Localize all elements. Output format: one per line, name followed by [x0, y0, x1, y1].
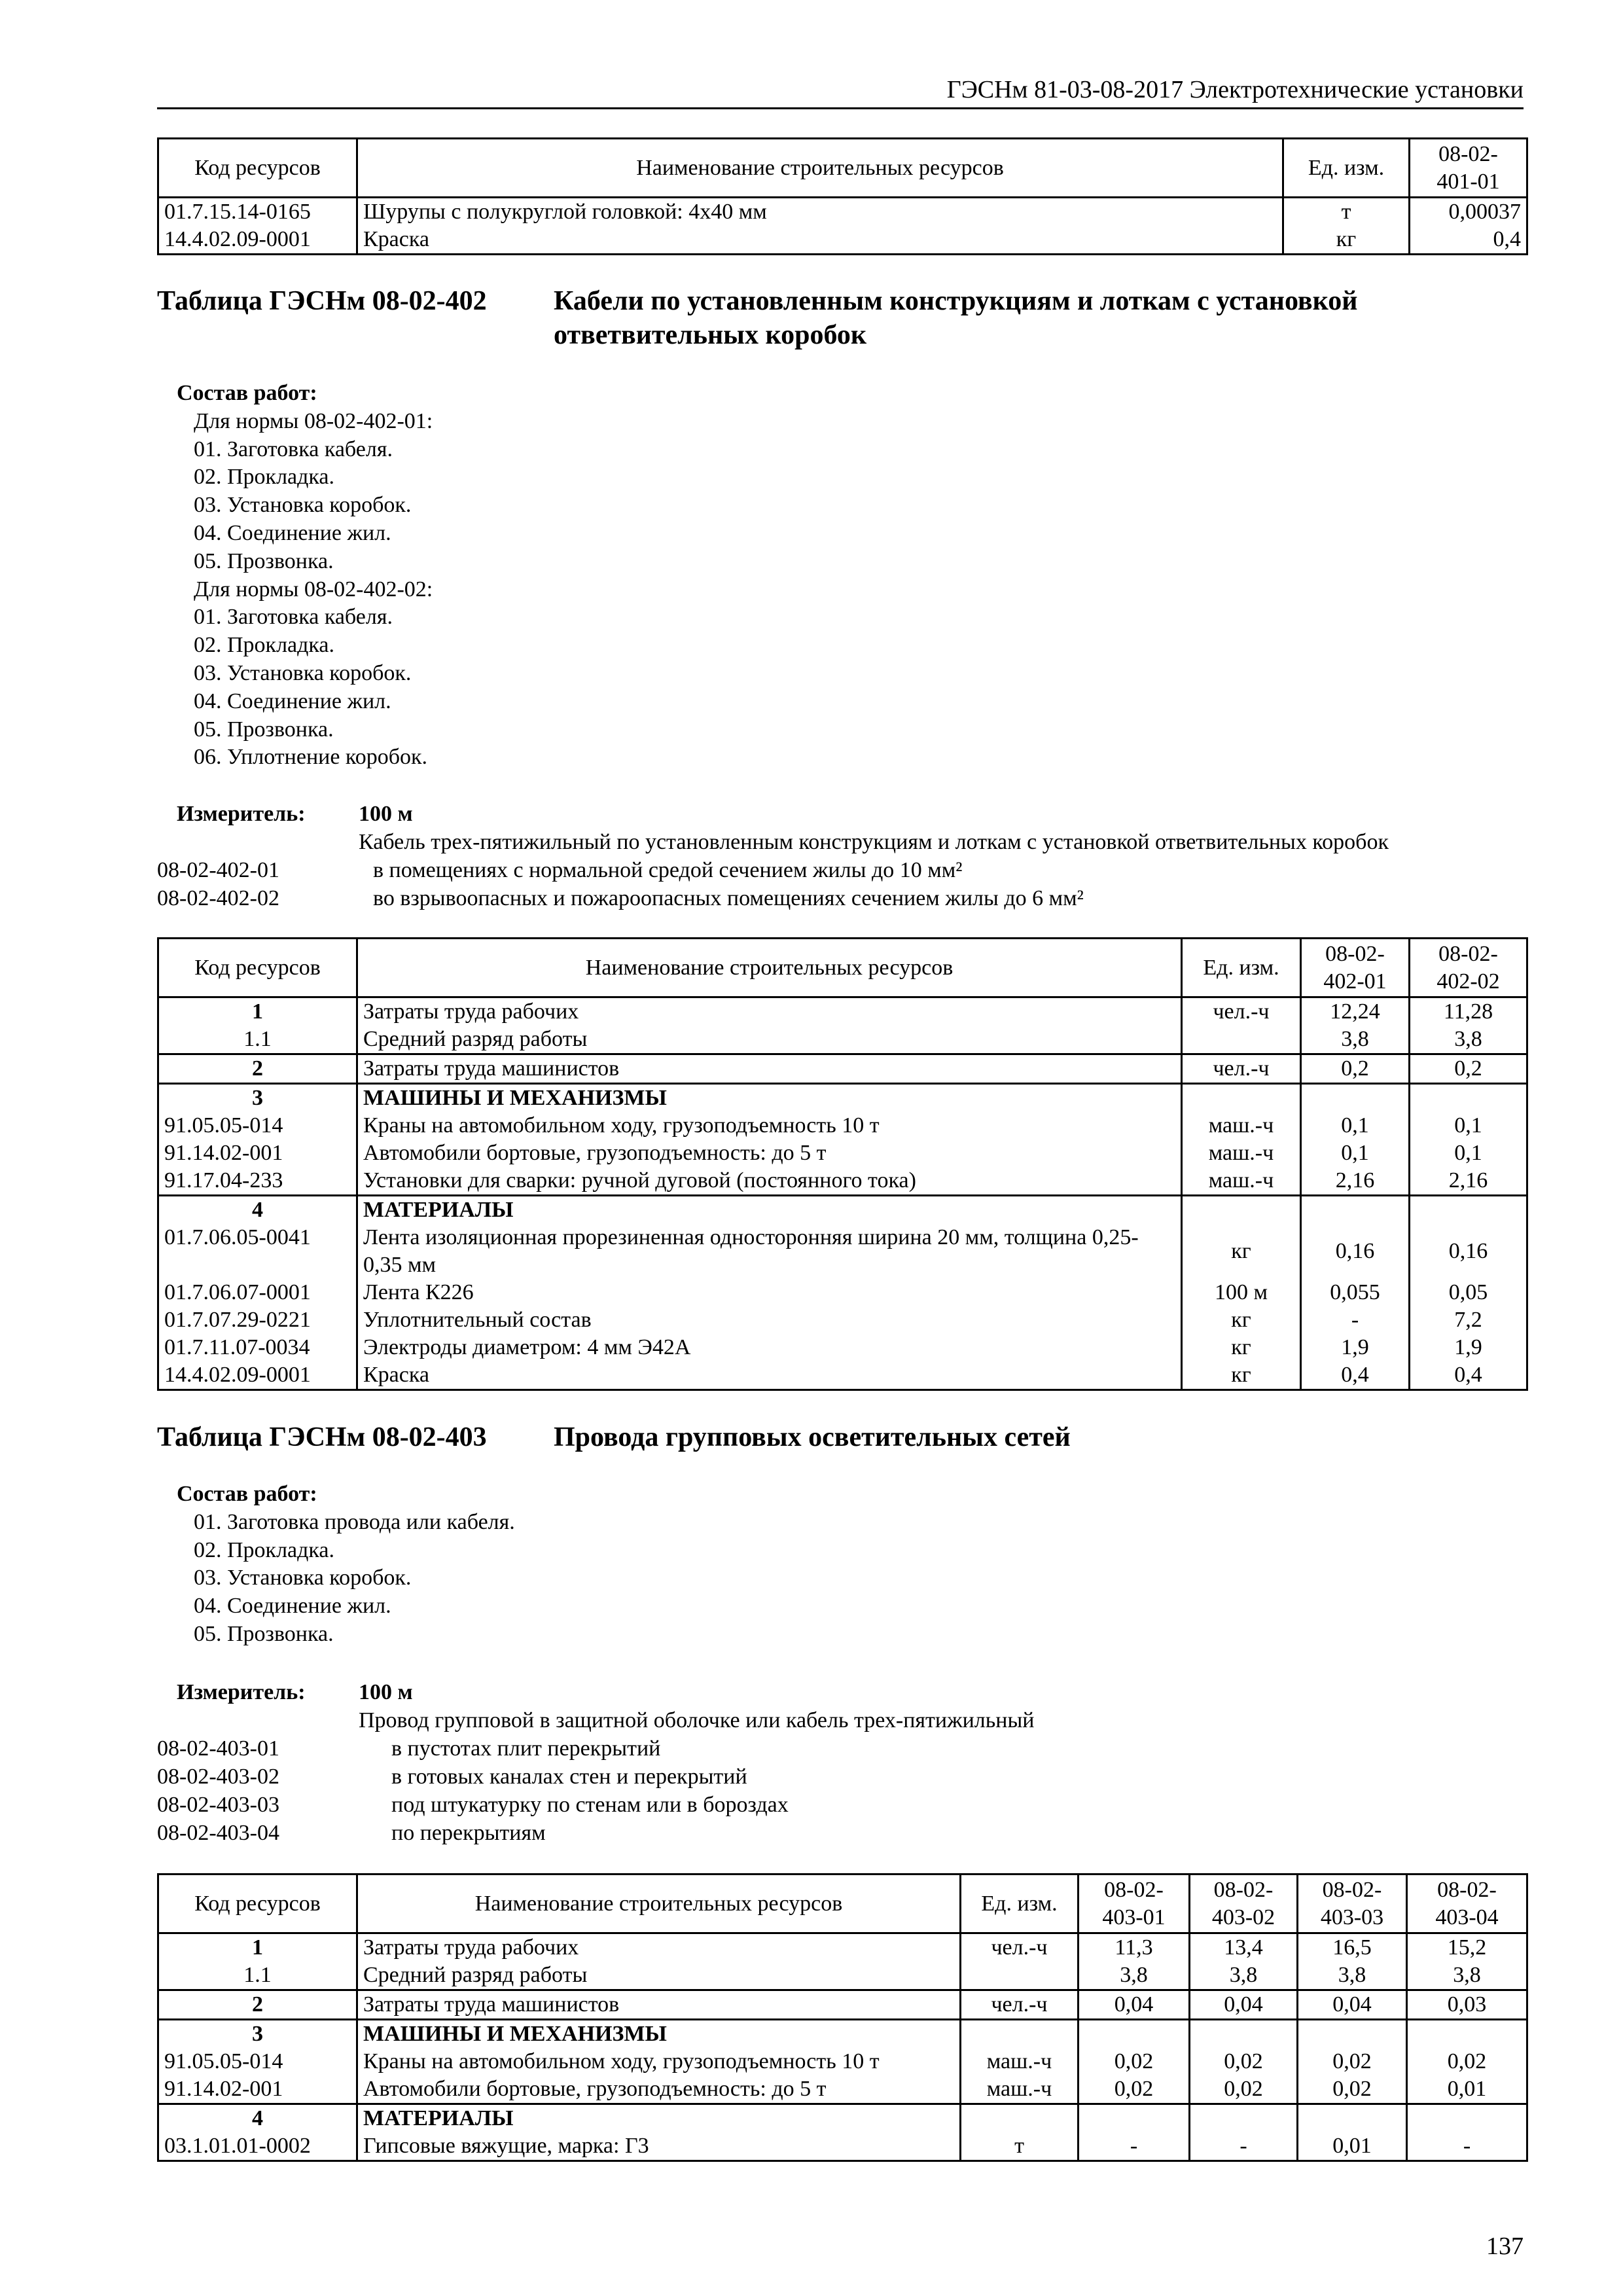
works-item: Для нормы 08-02-402-01: [194, 408, 433, 433]
variant-code: 08-02-402-01 [157, 858, 279, 882]
header-norm: 08-02- 403-04 [1407, 1874, 1527, 1933]
resource-name: Лента изоляционная прорезиненная односторонняя ширина 20 мм, толщина 0,25-0,35 мм [357, 1224, 1182, 1279]
norm-value: 3,8 [1190, 1962, 1298, 1990]
table-title: Кабели по установленным конструкциям и лоткам с установкой ответвительных коробок [554, 286, 1358, 350]
resource-name: Затраты труда машинистов [357, 1990, 961, 2020]
norm-value [1298, 2104, 1407, 2133]
works-item: 02. Прокладка. [194, 633, 335, 658]
table-row [158, 1361, 1527, 1390]
table-row [158, 226, 1527, 255]
variant-text: под штукатурку по стенам или в бороздах [391, 1793, 789, 1817]
norm-value: 0,02 [1190, 2075, 1298, 2104]
resource-name: Автомобили бортовые, грузоподъемность: до 5 т [357, 2075, 961, 2104]
table-row [158, 1962, 1527, 1990]
norm-value: 0,1 [1301, 1139, 1410, 1167]
header-unit: Ед. изм. [1182, 939, 1301, 997]
resource-unit: кг [1283, 226, 1410, 255]
resource-code: 01.7.07.29-0221 [158, 1306, 357, 1334]
measure-description: Провод групповой в защитной оболочке или кабель трех-пятижильный [359, 1708, 1035, 1732]
norm-value [1079, 2020, 1190, 2049]
variant-code: 08-02-402-02 [157, 886, 279, 910]
resource-unit: т [1283, 198, 1410, 226]
norm-value: 11,28 [1410, 997, 1527, 1026]
resource-code: 91.14.02-001 [158, 1139, 357, 1167]
header-name: Наименование строительных ресурсов [357, 139, 1283, 198]
norm-value: 0,4 [1301, 1361, 1410, 1390]
table-row [158, 2048, 1527, 2075]
resource-unit: маш.-ч [1182, 1167, 1301, 1196]
works-item: 02. Прокладка. [194, 1537, 335, 1562]
header-rule [157, 107, 1524, 109]
resource-code: 91.17.04-233 [158, 1167, 357, 1196]
resource-name: Электроды диаметром: 4 мм Э42А [357, 1334, 1182, 1361]
table-row [158, 2104, 1527, 2133]
section-heading: МАТЕРИАЛЫ [357, 2104, 961, 2133]
resource-code: 2 [158, 1054, 357, 1084]
variant-code: 08-02-403-01 [157, 1736, 279, 1761]
table-number: Таблица ГЭСНм 08-02-403 [157, 1422, 487, 1452]
norm-value: 0,16 [1410, 1224, 1527, 1279]
resource-name: Затраты труда машинистов [357, 1054, 1182, 1084]
works-label: Состав работ: [177, 1482, 317, 1506]
resource-unit: маш.-ч [961, 2048, 1079, 2075]
header-unit: Ед. изм. [961, 1874, 1079, 1933]
header-name: Наименование строительных ресурсов [357, 939, 1182, 997]
resource-name: Автомобили бортовые, грузоподъемность: до 5 т [357, 1139, 1182, 1167]
resource-code: 01.7.15.14-0165 [158, 198, 357, 226]
resource-code: 91.05.05-014 [158, 2048, 357, 2075]
resource-unit: кг [1182, 1361, 1301, 1390]
variant-text: в готовых каналах стен и перекрытий [391, 1765, 747, 1789]
table-row [158, 1084, 1527, 1113]
norm-value: 12,24 [1301, 997, 1410, 1026]
resource-unit [1182, 1196, 1301, 1225]
header-norm: 08-02- 403-03 [1298, 1874, 1407, 1933]
resource-code: 1.1 [158, 1026, 357, 1054]
norm-value: 2,16 [1410, 1167, 1527, 1196]
works-item: 03. Установка коробок. [194, 660, 412, 685]
works-item: 05. Прозвонка. [194, 548, 334, 573]
norm-value [1410, 1084, 1527, 1113]
resource-unit [961, 2020, 1079, 2049]
header-norm: 08-02- 403-01 [1079, 1874, 1190, 1933]
resource-name: Краска [357, 1361, 1182, 1390]
resource-unit [1182, 1084, 1301, 1113]
resource-code: 01.7.06.05-0041 [158, 1224, 357, 1279]
table-row [158, 1112, 1527, 1139]
measure-description: Кабель трех-пятижильный по установленным конструкциям и лоткам с установкой ответвительных коробок [359, 830, 1389, 854]
norm-value: - [1301, 1306, 1410, 1334]
table-number: Таблица ГЭСНм 08-02-402 [157, 286, 487, 316]
norm-value: - [1079, 2132, 1190, 2161]
norm-value: 0,1 [1410, 1112, 1527, 1139]
norm-value: 3,8 [1407, 1962, 1527, 1990]
norm-value: 16,5 [1298, 1933, 1407, 1962]
header-code: Код ресурсов [158, 139, 357, 198]
resource-code: 91.14.02-001 [158, 2075, 357, 2104]
works-list-403 [177, 1480, 515, 1649]
resource-code: 1.1 [158, 1962, 357, 1990]
resource-table-401 [157, 137, 1528, 255]
norm-value: 3,8 [1410, 1026, 1527, 1054]
resource-name: Затраты труда рабочих [357, 1933, 961, 1962]
measure-unit: 100 м [359, 802, 413, 826]
section-heading: МАШИНЫ И МЕХАНИЗМЫ [357, 1084, 1182, 1113]
resource-name: Средний разряд работы [357, 1962, 961, 1990]
works-item: Для нормы 08-02-402-02: [194, 577, 433, 601]
table-row [158, 2075, 1527, 2104]
resource-unit: маш.-ч [1182, 1139, 1301, 1167]
resource-unit: маш.-ч [1182, 1112, 1301, 1139]
variant-code: 08-02-403-04 [157, 1821, 279, 1845]
works-item: 06. Уплотнение коробок. [194, 745, 428, 770]
variant-text: по перекрытиям [391, 1821, 546, 1845]
works-item: 02. Прокладка. [194, 465, 335, 490]
norm-value: 0,01 [1298, 2132, 1407, 2161]
resource-code: 14.4.02.09-0001 [158, 226, 357, 255]
norm-value: 0,01 [1407, 2075, 1527, 2104]
norm-value: - [1190, 2132, 1298, 2161]
variant-text: в помещениях с нормальной средой сечением жилы до 10 мм² [373, 858, 963, 882]
table-row [158, 1026, 1527, 1054]
table-title: Провода групповых осветительных сетей [554, 1422, 1071, 1452]
works-item: 01. Заготовка провода или кабеля. [194, 1509, 515, 1534]
works-item: 03. Установка коробок. [194, 493, 412, 518]
resource-unit [1182, 1026, 1301, 1054]
norm-value: 0,02 [1190, 2048, 1298, 2075]
norm-value: 0,4 [1410, 226, 1527, 255]
variant-text: во взрывоопасных и пожароопасных помещениях сечением жилы до 6 мм² [373, 886, 1084, 910]
norm-value: 3,8 [1298, 1962, 1407, 1990]
measure-unit: 100 м [359, 1680, 413, 1704]
resource-code: 01.7.06.07-0001 [158, 1279, 357, 1306]
norm-value: 0,1 [1410, 1139, 1527, 1167]
section-heading: МАШИНЫ И МЕХАНИЗМЫ [357, 2020, 961, 2049]
norm-value: 0,02 [1079, 2075, 1190, 2104]
measure-label: Измеритель: [177, 802, 306, 826]
header-norm: 08-02- 402-02 [1410, 939, 1527, 997]
table-row [158, 2020, 1527, 2049]
works-item: 04. Соединение жил. [194, 689, 391, 713]
variant-code: 08-02-403-02 [157, 1765, 279, 1789]
resource-name: Гипсовые вяжущие, марка: Г3 [357, 2132, 961, 2161]
norm-value: 3,8 [1301, 1026, 1410, 1054]
works-label: Состав работ: [177, 381, 317, 405]
header-norm: 08-02- 401-01 [1410, 139, 1527, 198]
norm-value: 0,00037 [1410, 198, 1527, 226]
norm-value [1301, 1084, 1410, 1113]
resource-unit: т [961, 2132, 1079, 2161]
table-row [158, 1279, 1527, 1306]
resource-code: 2 [158, 1990, 357, 2020]
works-item: 04. Соединение жил. [194, 520, 391, 545]
resource-name: Затраты труда рабочих [357, 997, 1182, 1026]
header-unit: Ед. изм. [1283, 139, 1410, 198]
resource-name: Средний разряд работы [357, 1026, 1182, 1054]
resource-unit [961, 1962, 1079, 1990]
resource-code: 01.7.11.07-0034 [158, 1334, 357, 1361]
resource-code: 4 [158, 2104, 357, 2133]
works-item: 04. Соединение жил. [194, 1594, 391, 1619]
header-norm: 08-02- 402-01 [1301, 939, 1410, 997]
table-row [158, 1196, 1527, 1225]
resource-code: 1 [158, 997, 357, 1026]
measure-block-402 [157, 800, 1531, 912]
table-row [158, 997, 1527, 1026]
resource-name: Краны на автомобильном ходу, грузоподъемность 10 т [357, 2048, 961, 2075]
norm-value: 7,2 [1410, 1306, 1527, 1334]
running-head: ГЭСНм 81-03-08-2017 Электротехнические установки [946, 76, 1524, 103]
norm-value: 0,2 [1301, 1054, 1410, 1084]
resource-name: Уплотнительный состав [357, 1306, 1182, 1334]
norm-value [1410, 1196, 1527, 1225]
norm-value: 0,16 [1301, 1224, 1410, 1279]
norm-value [1301, 1196, 1410, 1225]
resource-unit: 100 м [1182, 1279, 1301, 1306]
measure-block-403 [157, 1678, 1531, 1847]
table-row [158, 198, 1527, 226]
works-item: 03. Установка коробок. [194, 1566, 412, 1590]
norm-value: 0,04 [1079, 1990, 1190, 2020]
norm-value [1190, 2020, 1298, 2049]
norm-value: 0,4 [1410, 1361, 1527, 1390]
table-row [158, 1306, 1527, 1334]
variant-code: 08-02-403-03 [157, 1793, 279, 1817]
table-row [158, 1139, 1527, 1167]
works-item: 05. Прозвонка. [194, 717, 334, 742]
header-code: Код ресурсов [158, 939, 357, 997]
header-code: Код ресурсов [158, 1874, 357, 1933]
resource-unit: кг [1182, 1224, 1301, 1279]
works-item: 01. Заготовка кабеля. [194, 437, 393, 461]
table-row [158, 1224, 1527, 1279]
norm-value: 0,04 [1298, 1990, 1407, 2020]
header-name: Наименование строительных ресурсов [357, 1874, 961, 1933]
resource-name: Установки для сварки: ручной дуговой (постоянного тока) [357, 1167, 1182, 1196]
resource-table-402 [157, 937, 1528, 1391]
resource-code: 3 [158, 2020, 357, 2049]
table-row [158, 1933, 1527, 1962]
resource-name: Краска [357, 226, 1283, 255]
resource-unit: чел.-ч [1182, 997, 1301, 1026]
resource-unit: чел.-ч [1182, 1054, 1301, 1084]
resource-unit: чел.-ч [961, 1990, 1079, 2020]
norm-value: 0,04 [1190, 1990, 1298, 2020]
works-item: 05. Прозвонка. [194, 1621, 334, 1646]
norm-value [1079, 2104, 1190, 2133]
resource-unit: кг [1182, 1334, 1301, 1361]
norm-value [1298, 2020, 1407, 2049]
norm-value: 0,05 [1410, 1279, 1527, 1306]
table-row [158, 1990, 1527, 2020]
resource-code: 14.4.02.09-0001 [158, 1361, 357, 1390]
norm-value: 0,055 [1301, 1279, 1410, 1306]
norm-value: 0,02 [1407, 2048, 1527, 2075]
norm-value: - [1407, 2132, 1527, 2161]
norm-value [1407, 2104, 1527, 2133]
norm-value: 0,02 [1298, 2075, 1407, 2104]
resource-unit [961, 2104, 1079, 2133]
variant-text: в пустотах плит перекрытий [391, 1736, 661, 1761]
section-heading: МАТЕРИАЛЫ [357, 1196, 1182, 1225]
norm-value: 1,9 [1301, 1334, 1410, 1361]
resource-name: Краны на автомобильном ходу, грузоподъемность 10 т [357, 1112, 1182, 1139]
norm-value: 0,2 [1410, 1054, 1527, 1084]
resource-unit: маш.-ч [961, 2075, 1079, 2104]
norm-value: 3,8 [1079, 1962, 1190, 1990]
header-norm: 08-02- 403-02 [1190, 1874, 1298, 1933]
page-number: 137 [1486, 2233, 1524, 2260]
resource-code: 91.05.05-014 [158, 1112, 357, 1139]
resource-code: 03.1.01.01-0002 [158, 2132, 357, 2161]
norm-value: 0,1 [1301, 1112, 1410, 1139]
measure-label: Измеритель: [177, 1680, 306, 1704]
works-list-402 [177, 380, 433, 772]
works-item: 01. Заготовка кабеля. [194, 605, 393, 630]
table-row [158, 1054, 1527, 1084]
norm-value: 1,9 [1410, 1334, 1527, 1361]
resource-name: Лента К226 [357, 1279, 1182, 1306]
resource-code: 3 [158, 1084, 357, 1113]
norm-value: 13,4 [1190, 1933, 1298, 1962]
norm-value: 2,16 [1301, 1167, 1410, 1196]
norm-value: 0,03 [1407, 1990, 1527, 2020]
table-row [158, 2132, 1527, 2161]
table-row [158, 1334, 1527, 1361]
resource-code: 1 [158, 1933, 357, 1962]
norm-value: 0,02 [1298, 2048, 1407, 2075]
resource-unit: чел.-ч [961, 1933, 1079, 1962]
resource-code: 4 [158, 1196, 357, 1225]
norm-value [1407, 2020, 1527, 2049]
norm-value: 11,3 [1079, 1933, 1190, 1962]
resource-table-403 [157, 1873, 1528, 2162]
resource-unit: кг [1182, 1306, 1301, 1334]
resource-name: Шурупы с полукруглой головкой: 4x40 мм [357, 198, 1283, 226]
norm-value: 15,2 [1407, 1933, 1527, 1962]
norm-value [1190, 2104, 1298, 2133]
table-row [158, 1167, 1527, 1196]
norm-value: 0,02 [1079, 2048, 1190, 2075]
